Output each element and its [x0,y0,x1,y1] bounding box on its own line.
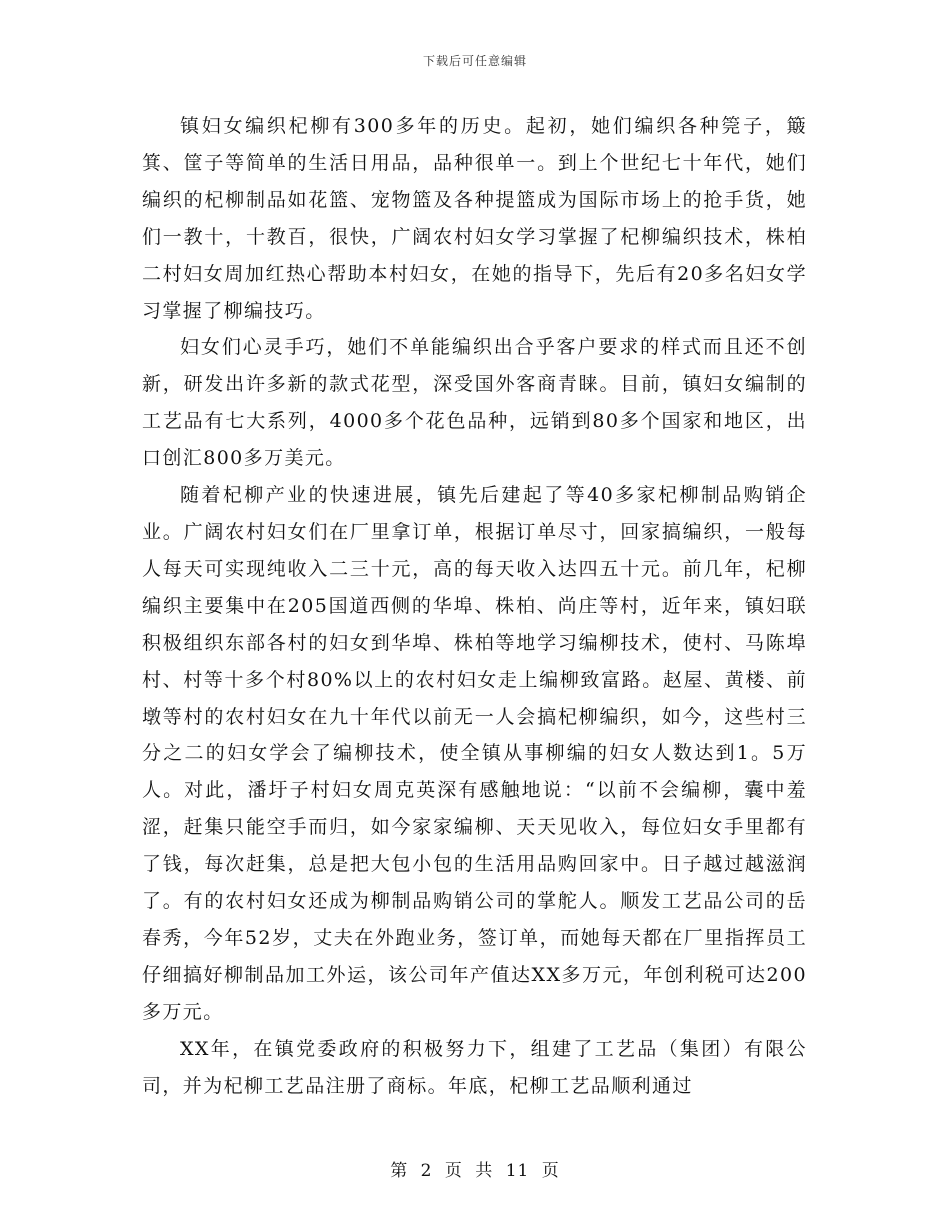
page-header: 下载后可任意编辑 [422,54,527,68]
paragraph-1: 镇妇女编织杞柳有300多年的历史。起初，她们编织各种筦子，簸箕、筐子等简单的生活日用品，品种很单一。到上个世纪七十年代，她们编织的杞柳制品如花篮、宠物篮及各种提篮成为国际市场上的抢手货，她们一教十，十教百，很快，广阔农村妇女学习掌握了杞柳编织技术，株柏二村妇女周加红热心帮助本村妇女，在她的指导下，先后有20多名妇女学习掌握了柳编技巧。 [142,115,807,322]
paragraph-2: 妇女们心灵手巧，她们不单能编织出合乎客户要求的样式而且还不创新，研发出许多新的款式花型，深受国外客商青睐。目前，镇妇女编制的工艺品有七大系列，4000多个花色品种，远销到80多个国家和地区，出口创汇800多万美元。 [142,336,807,470]
paragraph-4: XX年，在镇党委政府的积极努力下，组建了工艺品（集团）有限公司，并为杞柳工艺品注册了商标。年底，杞柳工艺品顺利通过 [142,1037,807,1097]
paragraph-3: 随着杞柳产业的快速进展，镇先后建起了等40多家杞柳制品购销企业。广阔农村妇女们在厂里拿订单，根据订单尽寸，回家搞编织，一般每人每天可实现纯收入二三十元，高的每天收入达四五十元。前几年，杞柳编织主要集中在205国道西侧的华埠、株柏、尚庄等村，近年来，镇妇联积极组织东部各村的妇女到华埠、株柏等地学习编柳技术，使村、马陈埠村、村等十多个村80%以上的农村妇女走上编柳致富路。赵屋、黄楼、前墩等村的农村妇女在九十年代以前无一人会搞杞柳编织，如今，这些村三分之二的妇女学会了编柳技术，使全镇从事柳编的妇女人数达到1。5万人。对此，潘圩子村妇女周克英深有感触地说：“以前不会编柳，囊中羞涩，赶集只能空手而归，如今家家编柳、天天见收入，每位妇女手里都有了钱，每次赶集，总是把大包小包的生活用品购回家中。日子越过越滋润了。有的农村妇女还成为柳制品购销公司的掌舵人。顺发工艺品公司的岳春秀，今年52岁，丈夫在外跑业务，签订单，而她每天都在厂里指挥员工仔细搞好柳制品加工外运，该公司年产值达XX多万元，年创利税可达200多万元。 [142,484,807,1023]
page-number-footer: 第 2 页 共 11 页 [390,1161,560,1181]
document-body [142,108,807,1104]
